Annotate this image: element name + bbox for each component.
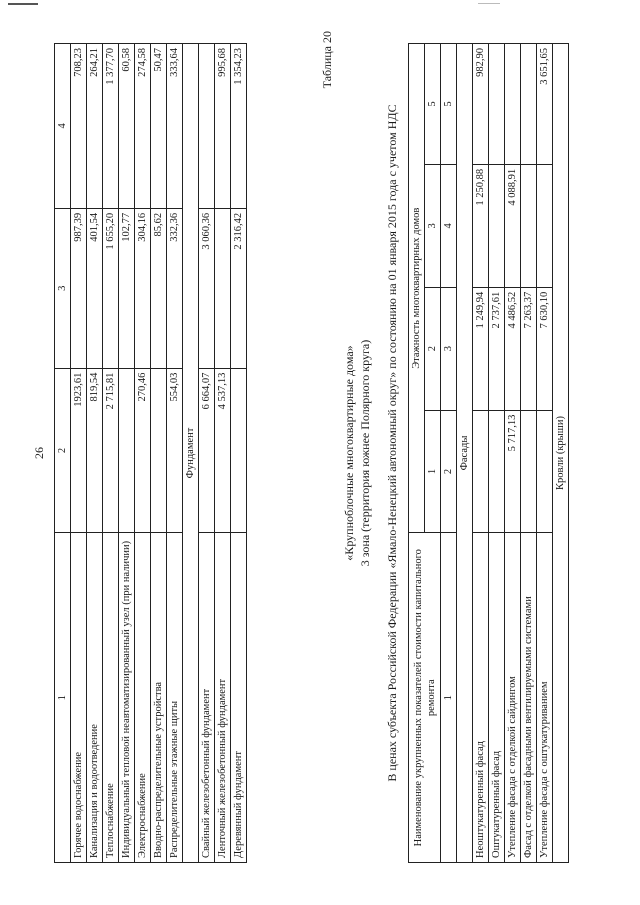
row-value: 332,36: [167, 208, 183, 368]
table-row: [521, 43, 537, 862]
table-row: [119, 43, 135, 862]
row-value: [151, 368, 167, 533]
table-numbering-row: [441, 43, 457, 862]
row-value: 2 737,61: [489, 287, 505, 410]
row-value: 3 651,65: [537, 43, 553, 164]
caption-zone: 3 зона (территория южнее Полярного круга): [358, 339, 372, 566]
header-floor: 2: [425, 287, 441, 410]
row-value: 2 715,81: [103, 368, 119, 533]
table-row: [489, 43, 505, 862]
row-value: 85,62: [151, 208, 167, 368]
section-row: [457, 43, 473, 862]
row-value: 304,16: [135, 208, 151, 368]
header-floor: 5: [425, 43, 441, 164]
row-value: [473, 410, 489, 533]
row-value: [489, 164, 505, 287]
row-value: [521, 43, 537, 164]
header-col-2: 2: [55, 368, 71, 533]
row-name: Теплоснабжение: [103, 532, 119, 862]
row-value: [231, 368, 247, 533]
row-name: Оштукатуренный фасад: [489, 532, 505, 862]
header-col-3: 3: [55, 208, 71, 368]
header-floors-group: Этажность многоквартирных домов: [409, 43, 425, 532]
column-number: 3: [441, 287, 457, 410]
row-value: 102,77: [119, 208, 135, 368]
column-number: 1: [441, 532, 457, 862]
row-value: 7 263,37: [521, 287, 537, 410]
row-value: 1 655,20: [103, 208, 119, 368]
row-value: 1 354,23: [231, 43, 247, 208]
row-value: [199, 43, 215, 208]
header-indicator-name: Наименование укрупненных показателей стоимости капитального ремонта: [409, 532, 441, 862]
scan-artifact-top-left: [8, 3, 38, 5]
row-value: 4 537,13: [215, 368, 231, 533]
row-value: 4 486,52: [505, 287, 521, 410]
caption-price-basis: В ценах субъекта Российской Федерации «Ямало-Ненецкий автономный округ» по состоянию на 01 января 2015 года с учетом НДС: [385, 103, 399, 782]
row-name: Распределительные этажные щиты: [167, 532, 183, 862]
row-name: Утепление фасада с отделкой сайдингом: [505, 532, 521, 862]
row-name: Фасад с отделкой фасадными вентилируемыми системами: [521, 532, 537, 862]
table-engineering-systems: [54, 43, 247, 863]
row-value: [119, 368, 135, 533]
column-number: 2: [441, 410, 457, 533]
section-title-roofs: Кровли (крыши): [553, 43, 569, 862]
table-row: [199, 43, 215, 862]
row-value: 401,54: [87, 208, 103, 368]
row-value: 7 630,10: [537, 287, 553, 410]
caption-building-type: «Крупноблочные многоквартирные дома»: [342, 344, 356, 561]
row-value: 1 249,94: [473, 287, 489, 410]
row-value: 995,68: [215, 43, 231, 208]
row-value: 264,21: [87, 43, 103, 208]
column-number: 4: [441, 164, 457, 287]
header-col-1: 1: [55, 532, 71, 862]
row-name: Неоштукатуренный фасад: [473, 532, 489, 862]
row-value: [489, 43, 505, 164]
section-title-facades: Фасады: [457, 43, 473, 862]
scan-artifact-top-right: [478, 3, 500, 4]
row-value: 5 717,13: [505, 410, 521, 533]
table-row: [135, 43, 151, 862]
row-value: 60,58: [119, 43, 135, 208]
row-name: Вводно-распределительные устройства: [151, 532, 167, 862]
row-value: 2 316,42: [231, 208, 247, 368]
row-value: [489, 410, 505, 533]
row-value: 1923,61: [71, 368, 87, 533]
row-name: Свайный железобетонный фундамент: [199, 532, 215, 862]
row-value: [537, 410, 553, 533]
row-value: 554,03: [167, 368, 183, 533]
row-value: 1 250,88: [473, 164, 489, 287]
section-row: [553, 43, 569, 862]
table-row: [167, 43, 183, 862]
table-facades: [408, 43, 569, 863]
row-value: 3 060,36: [199, 208, 215, 368]
row-value: 270,46: [135, 368, 151, 533]
table-row: [537, 43, 553, 862]
row-name: Канализация и водоотведение: [87, 532, 103, 862]
row-value: 4 088,91: [505, 164, 521, 287]
row-value: 1 377,70: [103, 43, 119, 208]
row-value: 333,64: [167, 43, 183, 208]
row-value: 6 664,07: [199, 368, 215, 533]
row-name: Деревянный фундамент: [231, 532, 247, 862]
row-value: 982,90: [473, 43, 489, 164]
row-value: 708,23: [71, 43, 87, 208]
table-label: Таблица 20: [320, 30, 334, 88]
row-name: Утепление фасада с оштукатуриванием: [537, 532, 553, 862]
row-name: Ленточный железобетонный фундамент: [215, 532, 231, 862]
table-row: [231, 43, 247, 862]
row-name: Электроснабжение: [135, 532, 151, 862]
page-number: 26: [32, 446, 46, 459]
header-floor: 1: [425, 410, 441, 533]
row-name: Индивидуальный тепловой неавтоматизированный узел (при наличии): [119, 532, 135, 862]
row-value: [537, 164, 553, 287]
header-floor: 3: [425, 164, 441, 287]
row-name: Горячее водоснабжение: [71, 532, 87, 862]
row-value: [215, 208, 231, 368]
column-number: 5: [441, 43, 457, 164]
table-row: [87, 43, 103, 862]
row-value: 274,58: [135, 43, 151, 208]
row-value: [521, 164, 537, 287]
row-value: 50,47: [151, 43, 167, 208]
table-row: [151, 43, 167, 862]
table-row: [505, 43, 521, 862]
row-value: 987,39: [71, 208, 87, 368]
section-title-foundation: Фундамент: [183, 43, 199, 862]
section-row: [183, 43, 199, 862]
row-value: [521, 410, 537, 533]
table-header-row: [55, 43, 71, 862]
row-value: [505, 43, 521, 164]
header-col-4: 4: [55, 43, 71, 208]
table-row: [71, 43, 87, 862]
table-row: [103, 43, 119, 862]
rotated-document-page: [20, 13, 620, 893]
row-value: 819,54: [87, 368, 103, 533]
table-row: [473, 43, 489, 862]
table-header-row: [409, 43, 425, 862]
table-row: [215, 43, 231, 862]
